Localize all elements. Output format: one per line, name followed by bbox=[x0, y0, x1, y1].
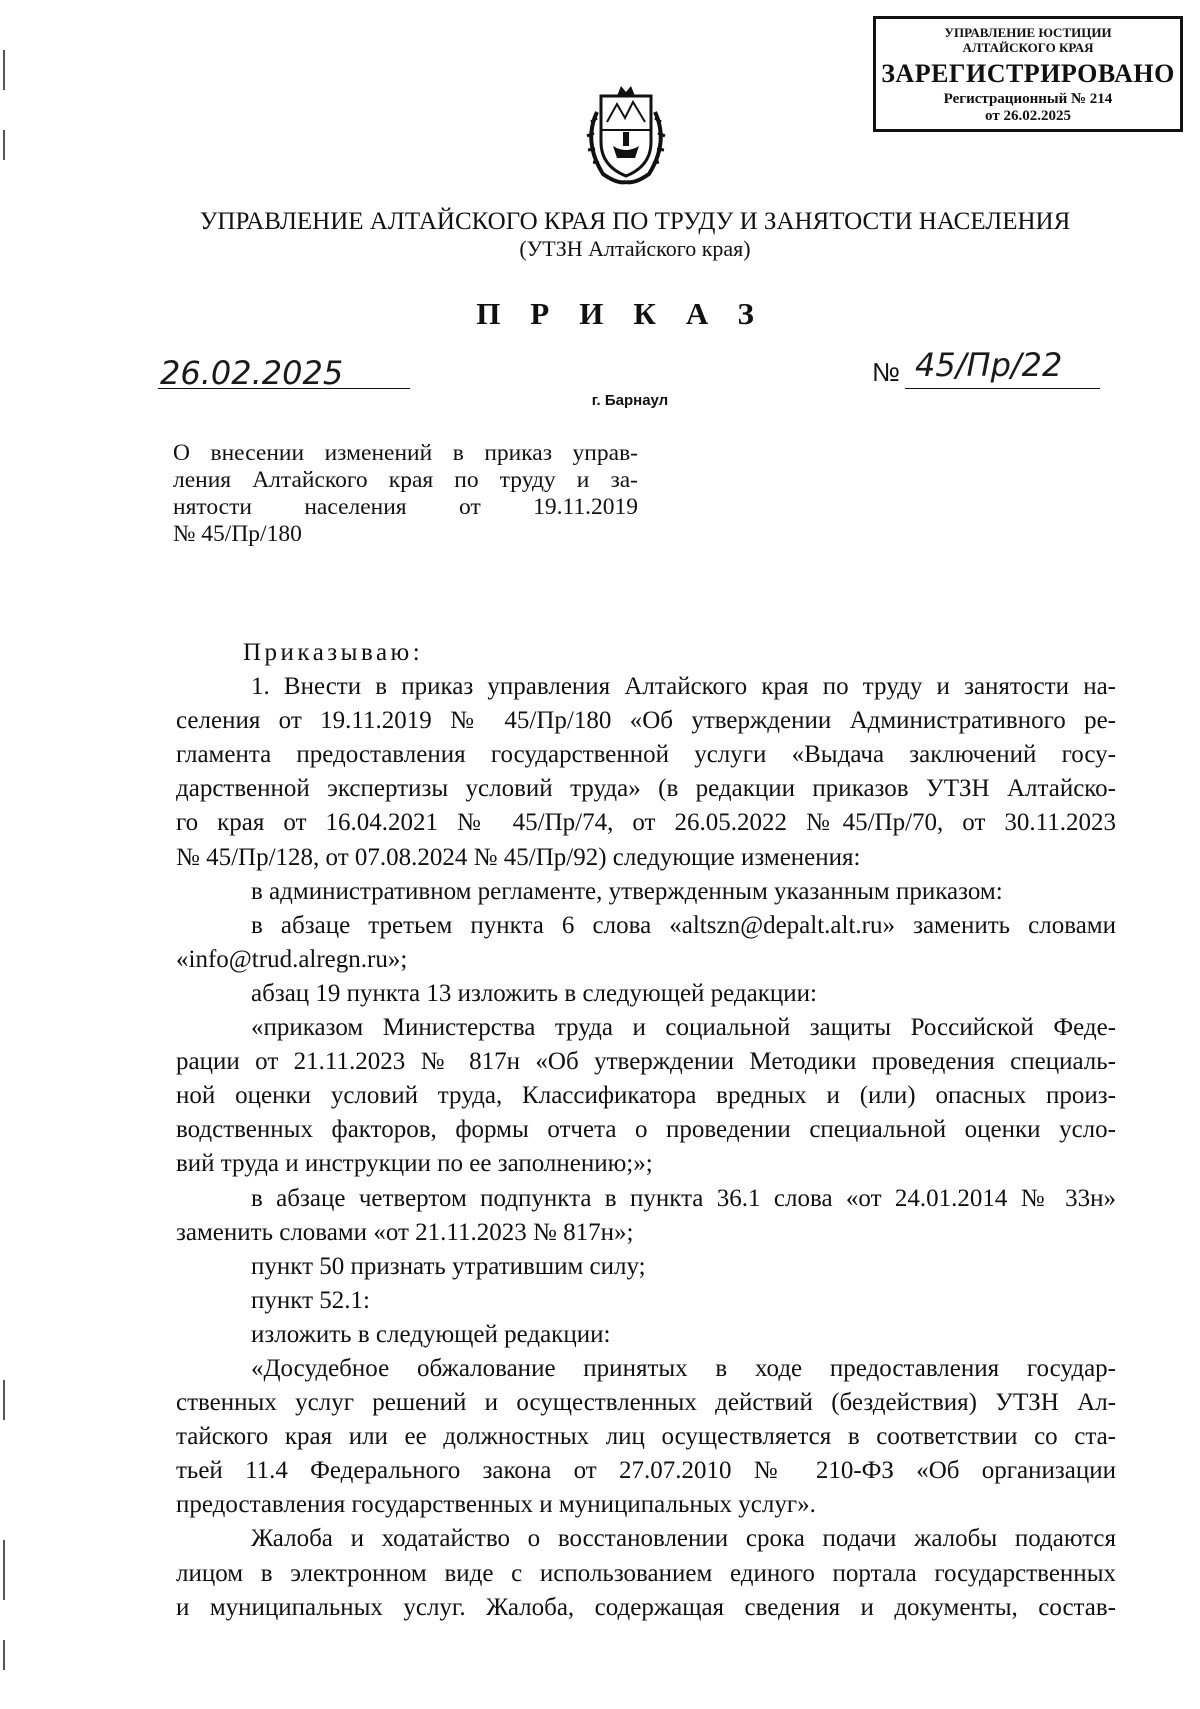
registration-stamp bbox=[873, 16, 1183, 132]
subject-block bbox=[173, 440, 638, 548]
subject-line: ления Алтайского края по труду и за- bbox=[173, 467, 638, 493]
subject-line: № 45/Пр/180 bbox=[173, 521, 302, 547]
body-line: и муниципальных услуг. Жалоба, содержащая сведения и документы, состав- bbox=[176, 1593, 1116, 1621]
body-line: вий труда и инструкции по ее заполнению;»; bbox=[176, 1150, 653, 1178]
body-line: ственных услуг решений и осуществленных действий (бездействия) УТЗН Ал- bbox=[176, 1389, 1116, 1417]
number-underline bbox=[905, 388, 1100, 389]
handwritten-date: 26.02.2025 bbox=[160, 354, 344, 392]
body-line: «приказом Министерства труда и социальной защиты Российской Феде- bbox=[251, 1014, 1116, 1042]
body-line: изложить в следующей редакции: bbox=[251, 1320, 611, 1348]
city: г. Барнаул bbox=[591, 392, 669, 409]
body-line: в абзаце четвертом подпункта в пункта 36.1 слова «от 24.01.2014 № 33н» bbox=[251, 1184, 1116, 1212]
number-label: № bbox=[872, 357, 900, 387]
subject-line: нятости населения от 19.11.2019 bbox=[173, 494, 638, 520]
body-line: ной оценки условий труда, Классификатора вредных и (или) опасных произ- bbox=[176, 1082, 1116, 1110]
body-line: дарственной экспертизы условий труда» (в редакции приказов УТЗН Алтайско- bbox=[176, 775, 1116, 803]
body-line: в абзаце третьем пункта 6 слова «altszn@depalt.alt.ru» заменить словами bbox=[251, 911, 1116, 939]
body-line: пункт 50 признать утратившим силу; bbox=[251, 1252, 646, 1280]
body-line: абзац 19 пункта 13 изложить в следующей редакции: bbox=[251, 979, 817, 1007]
body-line: рации от 21.11.2023 № 817н «Об утверждении Методики проведения специаль- bbox=[176, 1048, 1116, 1076]
document-title: ПРИКАЗ bbox=[476, 296, 784, 331]
organization-short-name: (УТЗН Алтайского края) bbox=[519, 236, 751, 261]
body-line: предоставления государственных и муниципальных услуг». bbox=[176, 1491, 816, 1519]
date-underline bbox=[158, 388, 410, 389]
body-line: в административном регламенте, утвержденным указанным приказом: bbox=[251, 877, 1003, 905]
stamp-authority-line1: УПРАВЛЕНИЕ ЮСТИЦИИ bbox=[944, 25, 1112, 40]
body-line: «info@trud.alregn.ru»; bbox=[176, 945, 408, 973]
body-line: лицом в электронном виде с использованием единого портала государственных bbox=[176, 1559, 1116, 1587]
body-line: «Досудебное обжалование принятых в ходе предоставления государ- bbox=[251, 1354, 1116, 1382]
handwritten-number: 45/Пр/22 bbox=[915, 346, 1063, 384]
coat-of-arms-icon bbox=[577, 82, 675, 186]
body-line: водственных факторов, формы отчета о проведении специальной оценки усло- bbox=[176, 1116, 1116, 1144]
body-line: го края от 16.04.2021 № 45/Пр/74, от 26.05.2022 №45/Пр/70, от 30.11.2023 bbox=[176, 809, 1116, 837]
stamp-authority-line2: АЛТАЙСКОГО КРАЯ bbox=[962, 39, 1094, 55]
opening-word: Приказываю: bbox=[243, 639, 424, 666]
stamp-reg-date: от 26.02.2025 bbox=[985, 108, 1071, 124]
document-body bbox=[176, 636, 1116, 1625]
body-line: пункт 52.1: bbox=[251, 1286, 370, 1314]
body-line: № 45/Пр/128, от 07.08.2024 № 45/Пр/92) следующие изменения: bbox=[176, 843, 861, 871]
body-line: 1. Внести в приказ управления Алтайского края по труду и занятости на- bbox=[251, 673, 1116, 701]
body-line: тайского края или ее должностных лиц осуществляется в соответствии со ста- bbox=[176, 1423, 1116, 1451]
body-line: тьей 11.4 Федерального закона от 27.07.2010 № 210-ФЗ «Об организации bbox=[176, 1457, 1116, 1485]
body-line: Жалоба и ходатайство о восстановлении срока подачи жалобы подаются bbox=[251, 1525, 1116, 1553]
body-line: гламента предоставления государственной услуги «Выдача заключений госу- bbox=[176, 741, 1116, 769]
subject-line: О внесении изменений в приказ управ- bbox=[173, 440, 638, 466]
body-line: селения от 19.11.2019 № 45/Пр/180 «Об утверждении Административного ре- bbox=[176, 707, 1116, 735]
organization-name: УПРАВЛЕНИЕ АЛТАЙСКОГО КРАЯ ПО ТРУДУ И ЗАНЯТОСТИ НАСЕЛЕНИЯ bbox=[199, 208, 1071, 235]
stamp-reg-number: Регистрационный № 214 bbox=[943, 91, 1113, 108]
body-line: заменить словами «от 21.11.2023 № 817н»; bbox=[176, 1218, 634, 1246]
stamp-status: ЗАРЕГИСТРИРОВАНО bbox=[881, 59, 1175, 89]
